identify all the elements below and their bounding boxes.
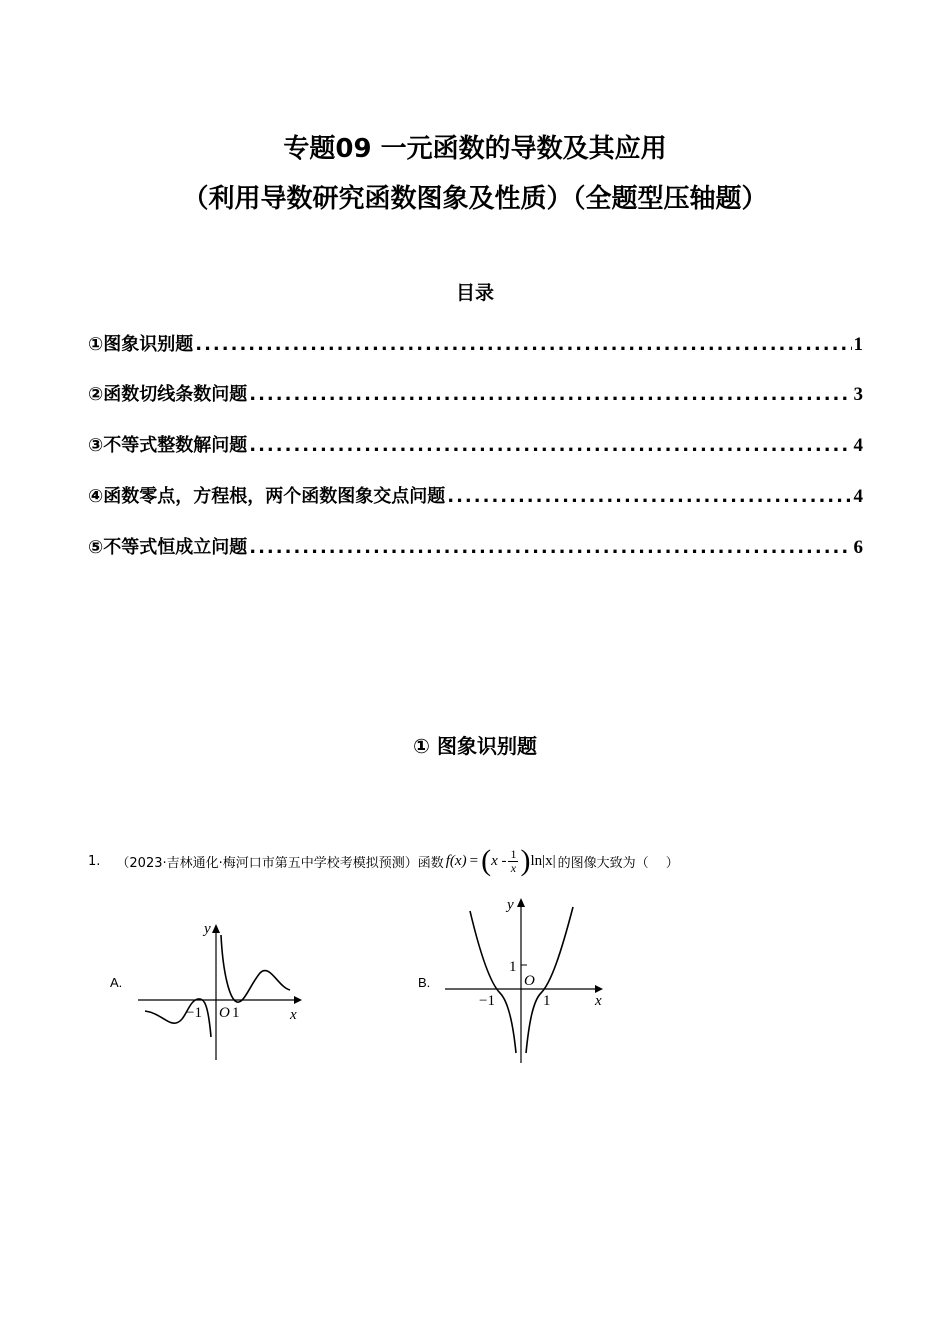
- formula-eq: =: [469, 852, 479, 869]
- section-heading: ① 图象识别题: [413, 734, 537, 758]
- toc-dot-leader: [249, 537, 851, 558]
- paren-close: ): [520, 844, 531, 877]
- toc-heading: 目录: [455, 282, 494, 304]
- page-title-line2: （利用导数研究函数图象及性质）（全题型压轴题）: [182, 184, 768, 214]
- question-1: [88, 846, 679, 876]
- b-tick-1: 1: [543, 993, 551, 1009]
- toc-item-page: 4: [853, 435, 863, 456]
- formula-fraction: [508, 848, 518, 875]
- toc-dot-leader: [447, 486, 851, 507]
- option-b-label[interactable]: B.: [418, 975, 431, 990]
- formula: [446, 846, 556, 876]
- toc-item-label: ②函数切线条数问题: [88, 384, 248, 405]
- b-tick-neg1: −1: [479, 993, 495, 1009]
- toc-item-label: ④函数零点，方程根，两个函数图象交点问题: [88, 486, 446, 507]
- option-a-graph[interactable]: [130, 915, 330, 1065]
- b-label-x: x: [595, 993, 602, 1009]
- b-x-arrow: [595, 985, 603, 993]
- option-b-graph[interactable]: [435, 893, 635, 1068]
- question-tail: 的图像大致为（ ）: [557, 855, 679, 871]
- a-y-arrow: [212, 924, 220, 933]
- formula-x-minus: x -: [491, 852, 507, 869]
- toc-item-page: 4: [853, 486, 863, 507]
- paren-open: (: [481, 844, 492, 877]
- toc-item-1[interactable]: [88, 330, 863, 356]
- toc-item-label: ①图象识别题: [88, 334, 194, 355]
- a-x-arrow: [294, 996, 302, 1004]
- fraction-numerator: 1: [510, 846, 517, 861]
- toc-item-label: ⑤不等式恒成立问题: [88, 537, 248, 558]
- question-number: 1.: [88, 853, 101, 869]
- toc-item-page: 6: [853, 537, 863, 558]
- toc-item-2[interactable]: [88, 380, 863, 406]
- question-source: （2023·吉林通化·梅河口市第五中学校考模拟预测）函数: [116, 855, 444, 871]
- b-label-y: y: [507, 897, 514, 913]
- toc-item-4[interactable]: [88, 482, 863, 508]
- toc-dot-leader: [249, 435, 851, 456]
- page-title-line1: 专题09 一元函数的导数及其应用: [283, 134, 667, 164]
- a-label-y: y: [204, 921, 211, 937]
- toc-item-5[interactable]: [88, 533, 863, 559]
- b-tick-y1: 1: [509, 959, 517, 975]
- toc-item-label: ③不等式整数解问题: [88, 435, 248, 456]
- a-tick-neg1: −1: [186, 1005, 202, 1021]
- toc-item-page: 3: [853, 384, 863, 405]
- toc-item-page: 1: [853, 334, 863, 355]
- option-a-label[interactable]: A.: [110, 975, 123, 990]
- a-label-x: x: [290, 1007, 297, 1023]
- toc-dot-leader: [195, 334, 851, 355]
- a-label-origin: O: [219, 1005, 230, 1021]
- a-tick-1: 1: [232, 1005, 240, 1021]
- b-label-origin: O: [524, 973, 535, 989]
- toc-dot-leader: [249, 384, 851, 405]
- formula-ln: ln|x|: [530, 852, 556, 869]
- a-curve: [145, 935, 290, 1037]
- fraction-denominator: x: [510, 860, 517, 875]
- toc-item-3[interactable]: [88, 431, 863, 457]
- formula-f: f(x): [445, 852, 467, 869]
- b-y-arrow: [517, 898, 525, 907]
